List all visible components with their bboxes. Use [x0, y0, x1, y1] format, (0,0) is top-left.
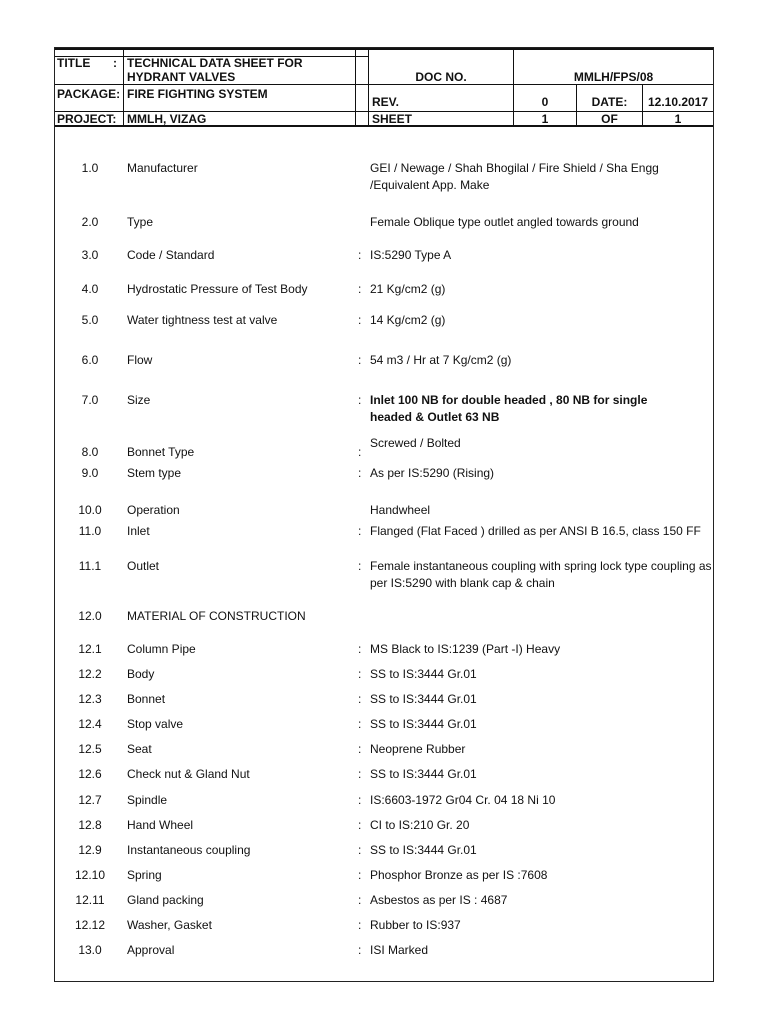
item-colon: :	[358, 313, 362, 327]
item-colon: :	[358, 353, 362, 367]
item-number: 9.0	[81, 466, 99, 480]
item-number: 2.0	[81, 215, 99, 229]
item-colon: :	[358, 793, 362, 807]
package-value: FIRE FIGHTING SYSTEM	[127, 87, 268, 101]
item-value: Screwed / Bolted	[370, 436, 461, 450]
section-heading: MATERIAL OF CONSTRUCTION	[127, 609, 306, 623]
item-label: Stop valve	[127, 717, 184, 731]
item-label: Type	[127, 215, 154, 229]
item-number: 13.0	[78, 943, 102, 957]
item-value: GEI / Newage / Shah Bhogilal / Fire Shield / Sha Engg /Equivalent App. Make	[370, 161, 659, 192]
doc-no-label: DOC NO.	[415, 70, 467, 84]
of-label: OF	[601, 112, 618, 126]
project-value: MMLH, VIZAG	[127, 112, 207, 126]
item-value: SS to IS:3444 Gr.01	[370, 692, 477, 706]
item-number: 3.0	[81, 248, 99, 262]
item-number: 12.0	[78, 609, 102, 623]
item-label: Gland packing	[127, 893, 204, 907]
item-value: IS:6603-1972 Gr04 Cr. 04 18 Ni 10	[370, 793, 556, 807]
item-colon: :	[358, 717, 362, 731]
item-number: 12.6	[78, 767, 102, 781]
item-number: 5.0	[81, 313, 99, 327]
item-number: 12.1	[78, 642, 102, 656]
item-label: Body	[127, 667, 155, 681]
item-number: 1.0	[81, 161, 99, 175]
item-label: Check nut & Gland Nut	[127, 767, 250, 781]
item-label: Column Pipe	[127, 642, 196, 656]
item-label: Hydrostatic Pressure of Test Body	[127, 282, 308, 296]
item-value: Handwheel	[370, 503, 431, 517]
item-label: Water tightness test at valve	[127, 313, 278, 327]
item-colon: :	[358, 445, 362, 459]
item-number: 12.8	[78, 818, 102, 832]
header-rule	[55, 48, 713, 50]
item-label: Outlet	[127, 559, 160, 573]
item-colon: :	[358, 559, 362, 573]
item-colon: :	[358, 667, 362, 681]
item-number: 12.5	[78, 742, 102, 756]
item-value: SS to IS:3444 Gr.01	[370, 717, 477, 731]
rev-value: 0	[541, 95, 549, 109]
item-label: Approval	[127, 943, 175, 957]
item-value: 21 Kg/cm2 (g)	[370, 282, 446, 296]
title-colon: :	[113, 56, 117, 70]
item-value: 14 Kg/cm2 (g)	[370, 313, 446, 327]
item-colon: :	[358, 943, 362, 957]
item-label: Manufacturer	[127, 161, 198, 175]
rev-label: REV.	[372, 95, 399, 109]
item-value: Flanged (Flat Faced ) drilled as per ANSI B 16.5, class 150 FF	[370, 524, 701, 538]
item-colon: :	[358, 248, 362, 262]
item-value: 54 m3 / Hr at 7 Kg/cm2 (g)	[370, 353, 512, 367]
item-number: 4.0	[81, 282, 99, 296]
data-sheet-page	[54, 47, 714, 982]
item-number: 11.0	[78, 524, 102, 538]
date-label: DATE:	[591, 95, 628, 109]
item-number: 12.2	[78, 667, 102, 681]
project-label: PROJECT:	[57, 112, 117, 126]
item-label: Bonnet Type	[127, 445, 195, 459]
item-label: Spring	[127, 868, 162, 882]
item-number: 12.4	[78, 717, 102, 731]
item-value: ISI Marked	[370, 943, 429, 957]
item-number: 8.0	[81, 445, 99, 459]
doc-no-value: MMLH/FPS/08	[573, 70, 654, 84]
item-label: Inlet	[127, 524, 150, 538]
header-divider	[123, 48, 124, 126]
item-value: MS Black to IS:1239 (Part -I) Heavy	[370, 642, 561, 656]
item-number: 12.12	[74, 918, 106, 932]
item-label: Washer, Gasket	[127, 918, 212, 932]
item-label: Instantaneous coupling	[127, 843, 251, 857]
item-colon: :	[358, 742, 362, 756]
item-colon: :	[358, 767, 362, 781]
item-colon: :	[358, 692, 362, 706]
item-value: Female instantaneous coupling with spring lock type coupling as per IS:5290 with blank cap & chain	[370, 559, 712, 590]
item-label: Bonnet	[127, 692, 166, 706]
item-number: 10.0	[78, 503, 102, 517]
item-value: Phosphor Bronze as per IS :7608	[370, 868, 548, 882]
package-label: PACKAGE:	[57, 87, 121, 101]
header-divider	[355, 48, 356, 126]
item-value: SS to IS:3444 Gr.01	[370, 667, 477, 681]
item-value: Inlet 100 NB for double headed , 80 NB for single headed & Outlet 63 NB	[370, 393, 648, 424]
item-value: Neoprene Rubber	[370, 742, 466, 756]
item-colon: :	[358, 818, 362, 832]
item-number: 12.9	[78, 843, 102, 857]
sheet-label: SHEET	[372, 112, 413, 126]
title-value-line2: HYDRANT VALVES	[127, 70, 236, 84]
item-colon: :	[358, 393, 362, 407]
title-label: TITLE	[57, 56, 91, 70]
item-label: Size	[127, 393, 151, 407]
item-value: IS:5290 Type A	[370, 248, 452, 262]
item-value: Asbestos as per IS : 4687	[370, 893, 508, 907]
item-colon: :	[358, 843, 362, 857]
item-colon: :	[358, 868, 362, 882]
item-value: Female Oblique type outlet angled towards ground	[370, 215, 639, 229]
item-number: 12.3	[78, 692, 102, 706]
of-value: 1	[674, 112, 682, 126]
item-number: 12.11	[75, 893, 105, 907]
item-number: 12.10	[74, 868, 106, 882]
item-number: 11.1	[78, 559, 102, 573]
item-colon: :	[358, 893, 362, 907]
header-divider	[368, 48, 369, 126]
item-value: Rubber to IS:937	[370, 918, 461, 932]
item-label: Flow	[127, 353, 153, 367]
item-value: As per IS:5290 (Rising)	[370, 466, 495, 480]
item-label: Seat	[127, 742, 152, 756]
item-colon: :	[358, 282, 362, 296]
item-number: 12.7	[78, 793, 102, 807]
item-colon: :	[358, 466, 362, 480]
item-label: Operation	[127, 503, 180, 517]
item-label: Hand Wheel	[127, 818, 194, 832]
item-colon: :	[358, 524, 362, 538]
item-value: SS to IS:3444 Gr.01	[370, 767, 477, 781]
sheet-value: 1	[541, 112, 549, 126]
item-value: CI to IS:210 Gr. 20	[370, 818, 470, 832]
item-colon: :	[358, 642, 362, 656]
date-value: 12.10.2017	[647, 95, 709, 109]
header-rule	[55, 84, 713, 85]
item-label: Stem type	[127, 466, 182, 480]
item-value: SS to IS:3444 Gr.01	[370, 843, 477, 857]
item-label: Spindle	[127, 793, 168, 807]
document-header	[55, 48, 713, 128]
item-colon: :	[358, 918, 362, 932]
item-number: 7.0	[81, 393, 99, 407]
item-label: Code / Standard	[127, 248, 215, 262]
title-value-line1: TECHNICAL DATA SHEET FOR	[127, 56, 303, 70]
item-number: 6.0	[81, 353, 99, 367]
